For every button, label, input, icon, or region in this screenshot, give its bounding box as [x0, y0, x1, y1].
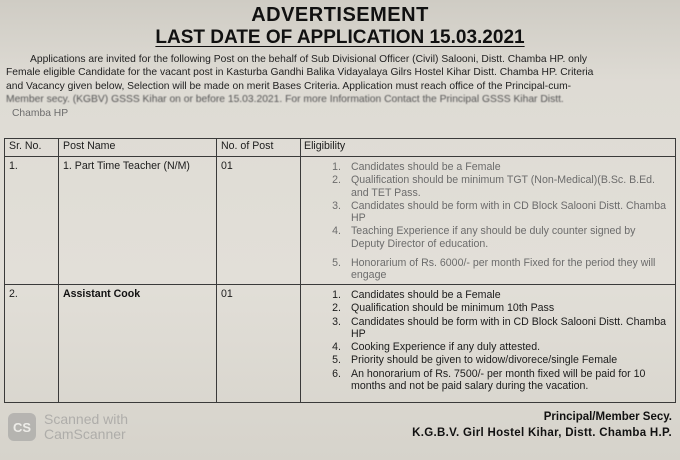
watermark-line: CamScanner — [44, 426, 126, 442]
row-sr-no: 1. — [5, 157, 59, 285]
item-number: 1. — [332, 161, 341, 173]
item-text: Cooking Experience if any duly attested. — [351, 341, 541, 354]
row-sr-no: 2. — [5, 285, 59, 403]
list-item — [301, 340, 675, 353]
table-row — [5, 157, 676, 285]
signature-title: Principal/Member Secy. — [543, 411, 672, 423]
list-item — [301, 160, 675, 173]
item-text: Priority should be given to widow/divorece/single Female — [351, 354, 618, 367]
item-number: 2. — [332, 302, 341, 315]
item-text: Teaching Experience if any should be duly counter signed by Deputy Director of education. — [351, 225, 636, 250]
header-no-of-post: No. of Post — [217, 139, 301, 157]
row-post-name: Assistant Cook — [59, 285, 217, 403]
item-number: 5. — [332, 354, 341, 367]
header-post-name: Post Name — [59, 139, 217, 157]
intro-line: Chamba HP — [12, 107, 69, 119]
item-number: 4. — [332, 225, 341, 238]
row-eligibility — [301, 285, 676, 403]
intro-line: Member secy. (KGBV) GSSS Kihar on or before 15.03.2021. For more Information Contact the Principal GSSS Kihar Distt. — [6, 94, 564, 106]
list-item — [301, 256, 675, 282]
item-number: 1. — [332, 289, 341, 301]
row-post-name: 1. Part Time Teacher (N/M) — [59, 157, 217, 285]
intro-line: Applications are invited for the following Post on the behalf of Sub Divisional Officer (Civil) Salooni, Distt. Chamba HP. only — [30, 54, 588, 65]
watermark-line: Scanned with — [44, 411, 129, 427]
row-eligibility — [301, 157, 676, 285]
camscanner-logo-icon: CS — [8, 413, 36, 441]
item-number: 2. — [332, 174, 341, 187]
intro-line: and Vacancy given below, Selection will be made on merit Bases Criteria. Application must reach office of the Principal-cum- — [6, 80, 572, 92]
list-item — [301, 173, 675, 199]
page-title: ADVERTISEMENT — [251, 4, 429, 26]
item-text: Candidates should be a Female — [351, 289, 501, 301]
list-item — [301, 367, 675, 393]
item-text: Qualification should be minimum 10th Pass — [351, 302, 555, 315]
camscanner-watermark — [8, 412, 128, 442]
item-text: An honorarium of Rs. 7500/- per month fixed will be paid for 10 months and not be paid salary during the vacation. — [351, 367, 646, 393]
item-number: 4. — [332, 341, 341, 354]
signature-address: K.G.B.V. Girl Hostel Kihar, Distt. Chamba H.P. — [412, 427, 672, 439]
table-row — [5, 285, 676, 403]
intro-paragraph — [6, 53, 676, 120]
row-post-count: 01 — [217, 285, 301, 403]
vacancy-table — [4, 138, 676, 403]
list-item — [301, 353, 675, 366]
item-text: Candidates should be form with in CD Block Salooni Distt. Chamba HP — [351, 315, 667, 340]
item-text: Candidates should be a Female — [351, 161, 501, 173]
item-number: 3. — [332, 315, 341, 328]
item-number: 6. — [332, 367, 341, 380]
list-item — [301, 301, 675, 314]
header-eligibility: Eligibility — [301, 139, 676, 157]
item-text: Honorarium of Rs. 6000/- per month Fixed for the period they will engage — [351, 257, 656, 282]
row-post-count: 01 — [217, 157, 301, 285]
item-text: Candidates should be form with in CD Block Salooni Distt. Chamba HP — [351, 199, 667, 225]
list-item — [301, 199, 675, 225]
watermark-text — [44, 412, 128, 442]
header-sr-no: Sr. No. — [5, 139, 59, 157]
item-text: Qualification should be minimum TGT (Non-Medical)(B.Sc. B.Ed. and TET Pass. — [351, 174, 655, 199]
list-item — [301, 224, 675, 250]
table-header-row — [5, 139, 676, 157]
item-number: 5. — [332, 257, 341, 270]
intro-line: Female eligible Candidate for the vacant post in Kasturba Gandhi Balika Vidayalaya Gilrs Hostel Kihar Distt. Chamba HP. Criteria — [6, 67, 594, 79]
list-item — [301, 315, 675, 341]
list-item — [301, 288, 675, 301]
item-number: 3. — [332, 199, 341, 212]
deadline-text: LAST DATE OF APPLICATION 15.03.2021 — [155, 27, 525, 48]
deadline-heading — [0, 27, 680, 49]
